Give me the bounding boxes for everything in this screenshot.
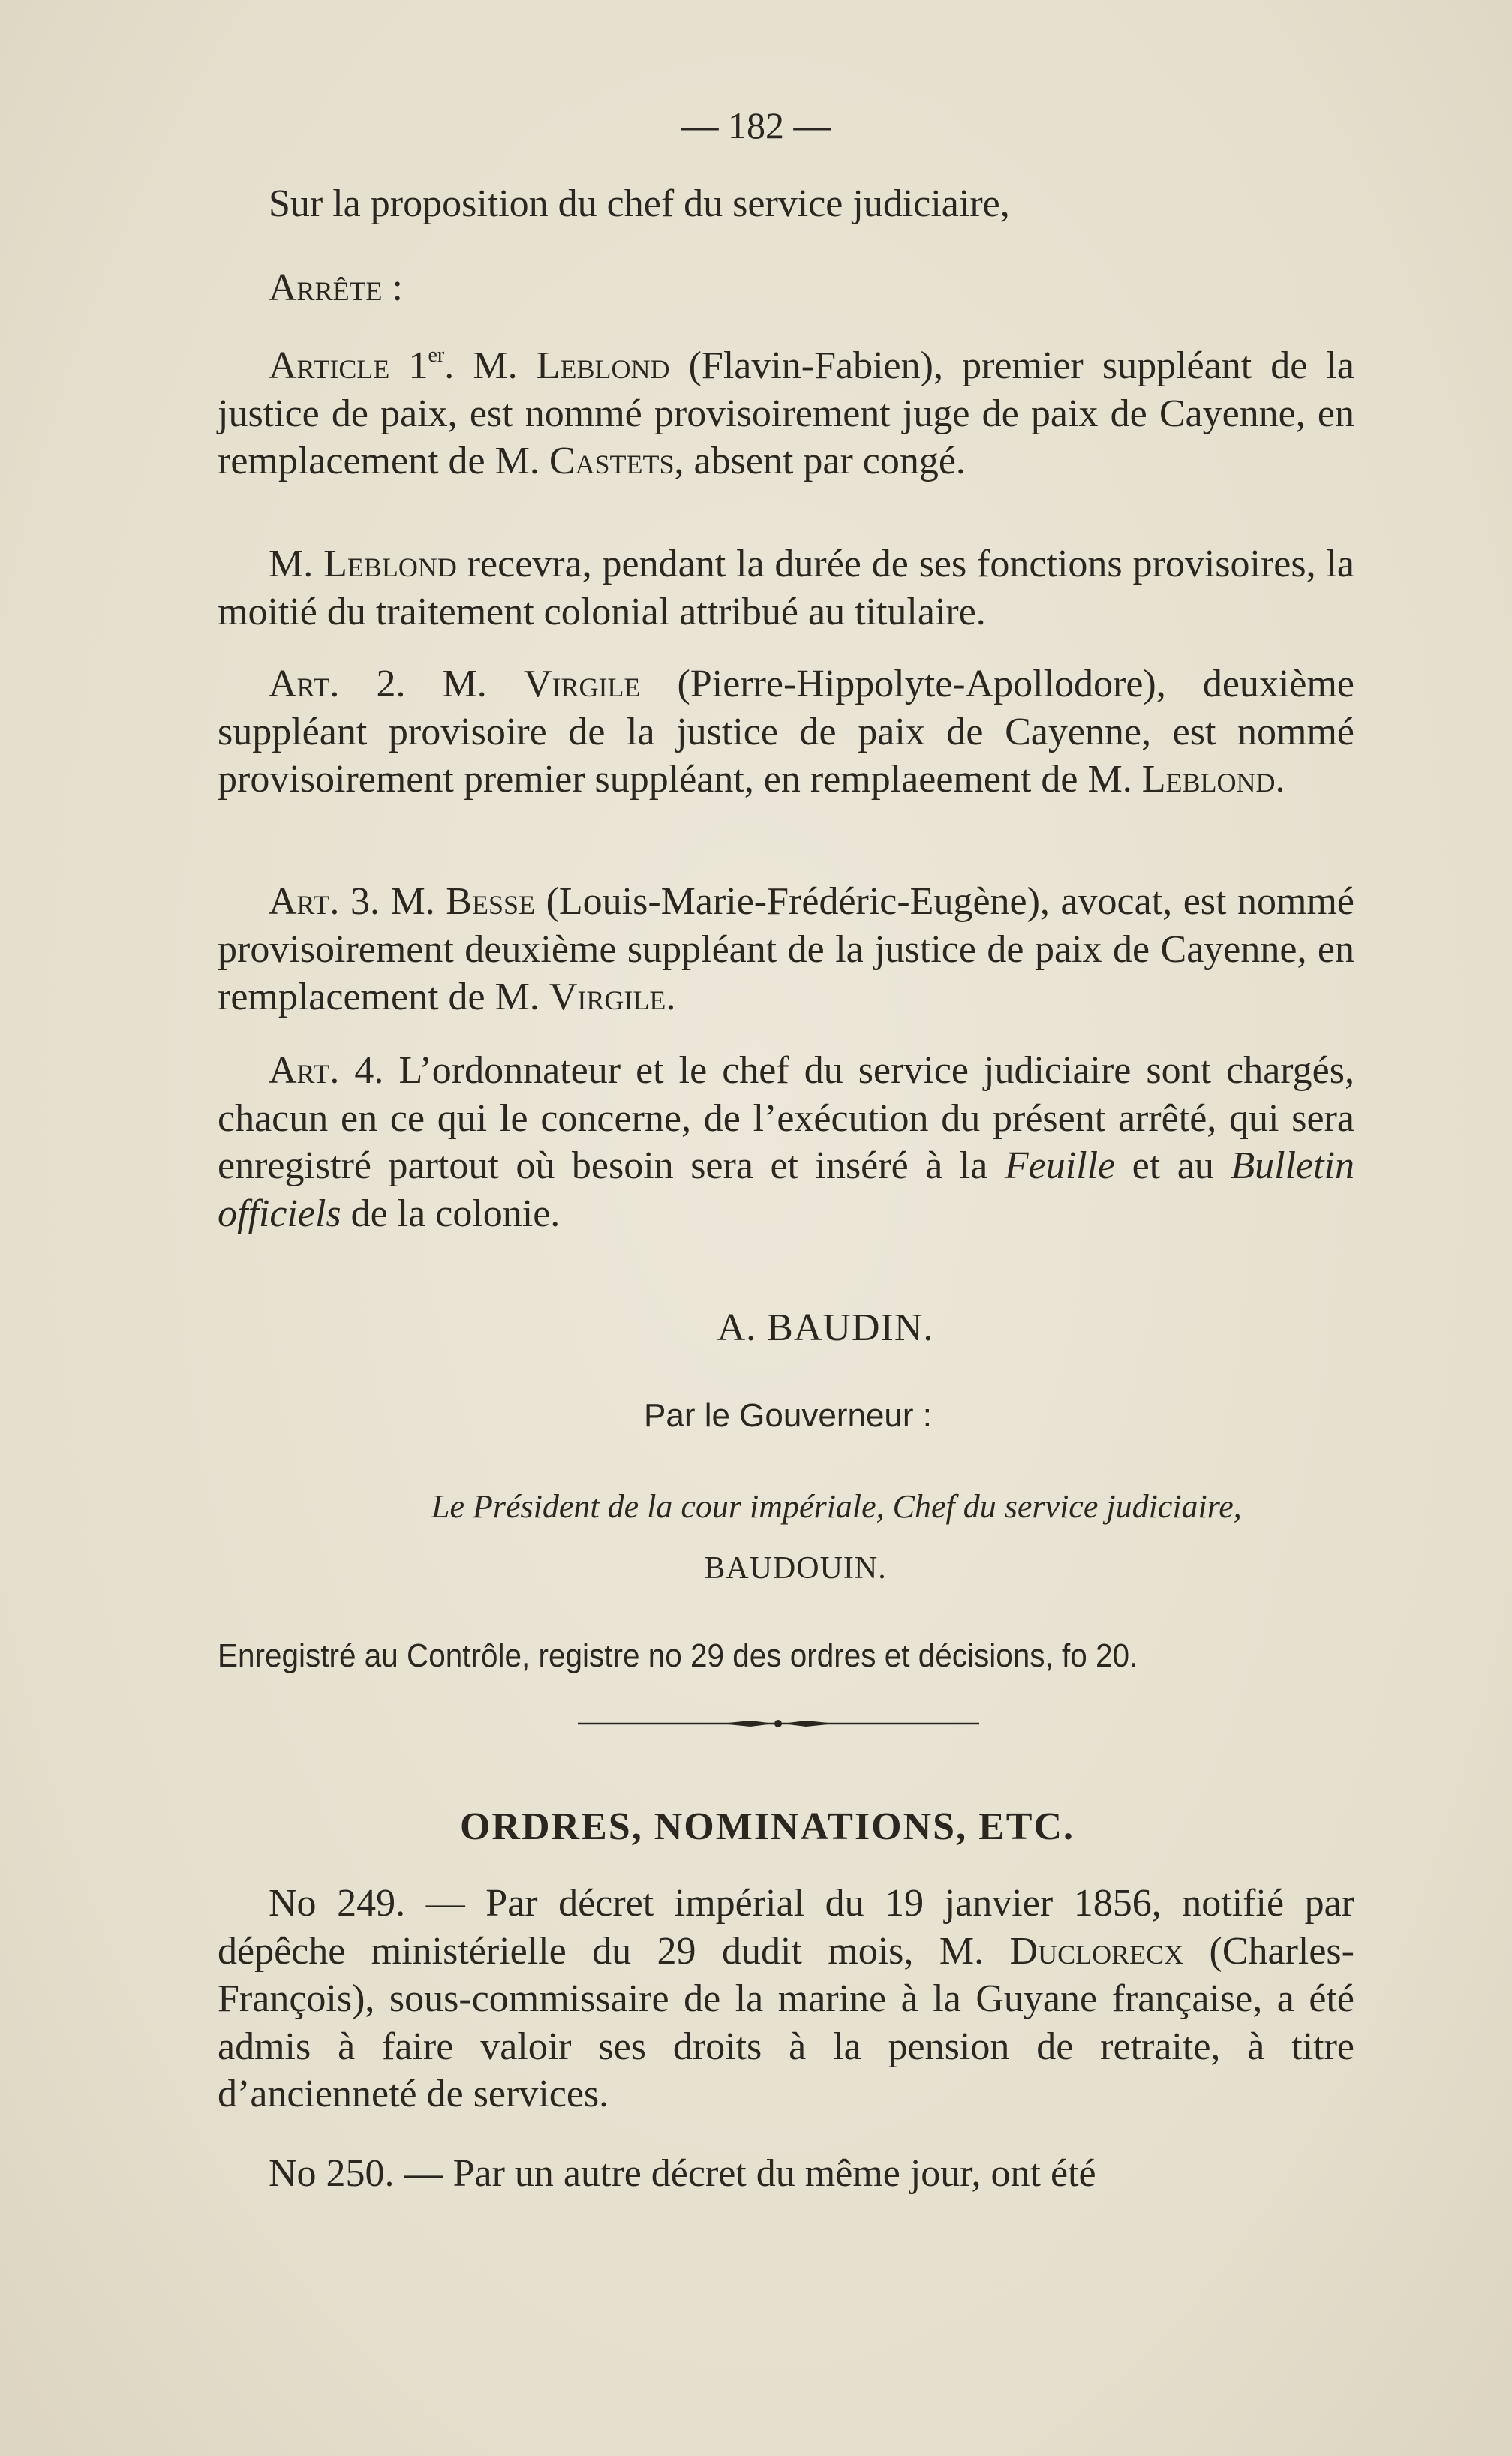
feuille-title: Feuille [1004,1144,1116,1187]
article-2 [218,660,1354,804]
article-1-label: Article 1 [269,344,428,387]
article-2-end: . [1275,758,1285,801]
order-250 [218,2150,1354,2198]
article-4-label: Art. 4. [269,1049,384,1092]
intro-block [218,180,1354,228]
article-2-label: Art. 2. [269,663,406,705]
article-3-prefix: M. [379,880,446,923]
article-3 [218,878,1354,1021]
governor-signature: A. BAUDIN. [717,1306,934,1349]
article-2-text: (Pierre-Hippolyte-Apollodore), deuxième suppléant provisoire de la justice de paix de Cayenne, est nommé provisoirement premier suppléant, en remplaeement de M. [218,663,1354,801]
bulletin-title: Bulletin officiels [218,1144,1354,1235]
article-1b [218,540,1354,636]
order-249-name: Duclorecx [1009,1929,1184,1973]
order-250-text: — Par un autre décret du même jour, ont été [394,2152,1096,2195]
order-249-label: No 249. [269,1882,406,1925]
article-3-name2: Virgile [549,975,666,1018]
article-3-end: . [666,975,676,1018]
article-3-text: (Louis-Marie-Frédéric-Eugène), avocat, est nommé provisoirement deuxième suppléant de la justice de paix de Cayenne, en remplacement de M. [218,880,1354,1018]
arrete-text: Arrête : [269,266,403,309]
article-1-text: (Flavin-Fabien), premier suppléant de la justice de paix, est nommé provisoirement juge de paix de Cayenne, en remplacement de M. [218,344,1354,482]
article-2-paragraph [218,660,1354,804]
article-4-end: de la colonie. [341,1192,561,1235]
page-number: — 182 — [681,104,831,146]
registration-note: Enregistré au Contrôle, registre no 29 des ordres et décisions, fo 20. [218,1637,1138,1674]
president-title: Le Président de la cour impériale, Chef du service judiciaire, [431,1488,1242,1525]
order-250-label: No 250. [269,2152,395,2195]
article-4 [218,1047,1354,1237]
article-1-sup: er [428,344,445,367]
order-249-text2: (Charles-François), sous-commissaire de la marine à la Guyane française, a été admis à faire valoir ses droits à la pension de retraite, à titre d’ancienneté de services. [218,1929,1354,2115]
article-2-name2: Leblond [1141,758,1276,801]
article-3-name: Besse [446,880,536,923]
article-3-paragraph [218,878,1354,1021]
article-1-paragraph [218,342,1354,485]
governor-label: Par le Gouverneur : [644,1397,932,1434]
article-3-label: Art. 3. [269,880,380,923]
arrete-label [218,264,1354,312]
article-1-name2: Castets [549,440,675,482]
article-1b-text: recevra, pendant la durée de ses fonctions provisoires, la moitié du traitement colonial attribué au titulaire. [218,543,1354,633]
article-1-prefix: . M. [444,344,537,387]
order-249 [218,1880,1354,2118]
article-2-name: Virgile [523,663,641,705]
article-1-text2: , absent par congé. [674,440,966,482]
arrete-block [218,264,1354,312]
article-1b-name: Leblond [323,543,457,585]
order-250-paragraph [218,2150,1354,2198]
article-1b-prefix: M. [269,543,324,585]
section-title: ORDRES, NOMINATIONS, ETC. [459,1805,1075,1848]
order-249-paragraph [218,1880,1354,2118]
article-4-paragraph [218,1047,1354,1237]
order-249-text: — Par décret impérial du 19 janvier 1856, notifié par dépêche ministérielle du 29 dudit mois, M. [218,1882,1354,1973]
article-4-mid: et au [1115,1144,1231,1187]
article-1b-paragraph [218,540,1354,636]
ornamental-divider [578,1718,979,1729]
article-1-name: Leblond [536,344,670,387]
article-4-text: L’ordonnateur et le chef du service judiciaire sont chargés, chacun en ce qui le concerne, de l’exécution du présent arrêté, qui sera enregistré partout où besoin sera et inséré à la [218,1049,1354,1187]
article-2-prefix: M. [405,663,524,705]
intro-paragraph: Sur la proposition du chef du service judiciaire, [269,182,1010,225]
article-1 [218,342,1354,485]
president-signature: BAUDOUIN. [704,1551,887,1586]
